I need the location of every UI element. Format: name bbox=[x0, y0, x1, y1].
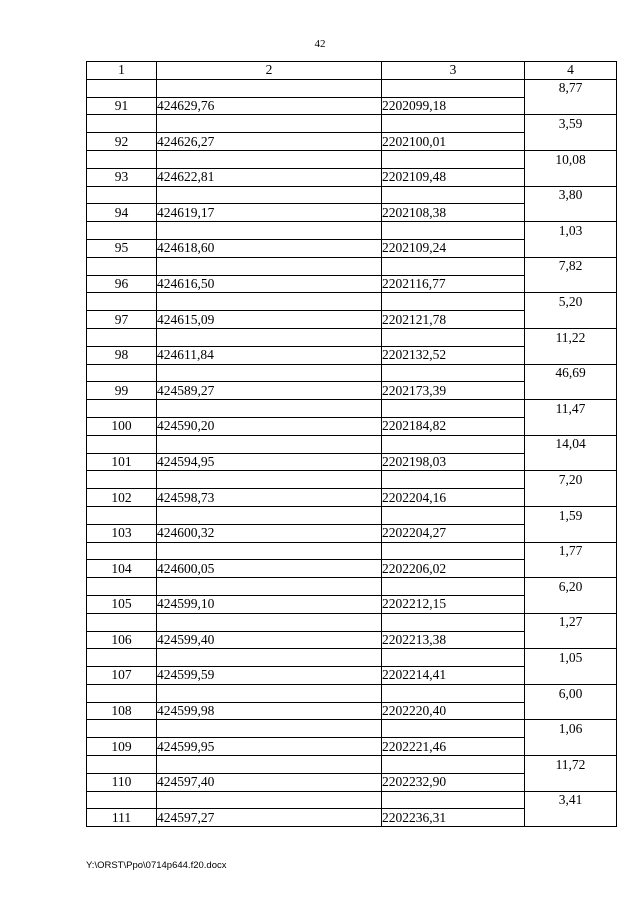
distance-row bbox=[87, 257, 617, 275]
y-coordinate-cell: 2202232,90 bbox=[382, 773, 525, 791]
x-coordinate-cell: 424611,84 bbox=[157, 346, 382, 364]
empty-cell bbox=[525, 97, 617, 115]
empty-cell bbox=[525, 133, 617, 151]
distance-row bbox=[87, 364, 617, 382]
empty-cell bbox=[157, 720, 382, 738]
point-number-cell: 93 bbox=[87, 168, 157, 186]
empty-cell bbox=[382, 257, 525, 275]
distance-row bbox=[87, 649, 617, 667]
empty-cell bbox=[382, 186, 525, 204]
empty-cell bbox=[157, 756, 382, 774]
distance-cell: 3,80 bbox=[525, 186, 617, 204]
point-number-cell: 109 bbox=[87, 738, 157, 756]
y-coordinate-cell: 2202236,31 bbox=[382, 809, 525, 827]
empty-cell bbox=[157, 115, 382, 133]
column-header-2: 2 bbox=[157, 62, 382, 80]
point-number-cell: 99 bbox=[87, 382, 157, 400]
empty-cell bbox=[382, 756, 525, 774]
empty-cell bbox=[525, 773, 617, 791]
distance-row bbox=[87, 791, 617, 809]
point-row bbox=[87, 239, 617, 257]
distance-row bbox=[87, 756, 617, 774]
coordinates-table bbox=[86, 61, 617, 827]
distance-row bbox=[87, 578, 617, 596]
empty-cell bbox=[382, 115, 525, 133]
x-coordinate-cell: 424600,05 bbox=[157, 560, 382, 578]
point-number-cell: 111 bbox=[87, 809, 157, 827]
x-coordinate-cell: 424599,10 bbox=[157, 595, 382, 613]
empty-cell bbox=[157, 364, 382, 382]
table-header-row bbox=[87, 62, 617, 80]
empty-cell bbox=[525, 560, 617, 578]
point-number-cell: 107 bbox=[87, 667, 157, 685]
empty-cell bbox=[157, 506, 382, 524]
empty-cell bbox=[87, 150, 157, 168]
empty-cell bbox=[87, 328, 157, 346]
distance-cell: 7,82 bbox=[525, 257, 617, 275]
empty-cell bbox=[157, 150, 382, 168]
x-coordinate-cell: 424597,40 bbox=[157, 773, 382, 791]
empty-cell bbox=[382, 400, 525, 418]
y-coordinate-cell: 2202206,02 bbox=[382, 560, 525, 578]
empty-cell bbox=[87, 720, 157, 738]
empty-cell bbox=[525, 631, 617, 649]
empty-cell bbox=[87, 506, 157, 524]
distance-row bbox=[87, 186, 617, 204]
distance-row bbox=[87, 471, 617, 489]
column-header-4: 4 bbox=[525, 62, 617, 80]
point-row bbox=[87, 417, 617, 435]
empty-cell bbox=[157, 186, 382, 204]
empty-cell bbox=[87, 400, 157, 418]
distance-cell: 10,08 bbox=[525, 150, 617, 168]
y-coordinate-cell: 2202220,40 bbox=[382, 702, 525, 720]
x-coordinate-cell: 424626,27 bbox=[157, 133, 382, 151]
empty-cell bbox=[525, 524, 617, 542]
distance-row bbox=[87, 506, 617, 524]
distance-cell: 3,41 bbox=[525, 791, 617, 809]
point-row bbox=[87, 168, 617, 186]
y-coordinate-cell: 2202109,48 bbox=[382, 168, 525, 186]
empty-cell bbox=[87, 649, 157, 667]
x-coordinate-cell: 424629,76 bbox=[157, 97, 382, 115]
empty-cell bbox=[382, 79, 525, 97]
point-row bbox=[87, 524, 617, 542]
distance-cell: 1,27 bbox=[525, 613, 617, 631]
distance-row bbox=[87, 435, 617, 453]
empty-cell bbox=[525, 453, 617, 471]
distance-cell: 11,47 bbox=[525, 400, 617, 418]
empty-cell bbox=[382, 506, 525, 524]
point-row bbox=[87, 204, 617, 222]
distance-row bbox=[87, 222, 617, 240]
empty-cell bbox=[87, 115, 157, 133]
empty-cell bbox=[157, 435, 382, 453]
y-coordinate-cell: 2202204,16 bbox=[382, 489, 525, 507]
x-coordinate-cell: 424599,95 bbox=[157, 738, 382, 756]
y-coordinate-cell: 2202109,24 bbox=[382, 239, 525, 257]
y-coordinate-cell: 2202204,27 bbox=[382, 524, 525, 542]
distance-row bbox=[87, 79, 617, 97]
point-row bbox=[87, 311, 617, 329]
empty-cell bbox=[157, 222, 382, 240]
empty-cell bbox=[382, 578, 525, 596]
empty-cell bbox=[157, 684, 382, 702]
empty-cell bbox=[525, 168, 617, 186]
empty-cell bbox=[87, 435, 157, 453]
y-coordinate-cell: 2202121,78 bbox=[382, 311, 525, 329]
empty-cell bbox=[87, 684, 157, 702]
empty-cell bbox=[87, 471, 157, 489]
empty-cell bbox=[87, 542, 157, 560]
distance-cell: 7,20 bbox=[525, 471, 617, 489]
point-row bbox=[87, 560, 617, 578]
point-row bbox=[87, 773, 617, 791]
point-row bbox=[87, 595, 617, 613]
empty-cell bbox=[87, 79, 157, 97]
point-row bbox=[87, 275, 617, 293]
empty-cell bbox=[525, 667, 617, 685]
point-number-cell: 98 bbox=[87, 346, 157, 364]
column-header-3: 3 bbox=[382, 62, 525, 80]
point-number-cell: 91 bbox=[87, 97, 157, 115]
y-coordinate-cell: 2202132,52 bbox=[382, 346, 525, 364]
column-header-1: 1 bbox=[87, 62, 157, 80]
x-coordinate-cell: 424599,98 bbox=[157, 702, 382, 720]
y-coordinate-cell: 2202184,82 bbox=[382, 417, 525, 435]
empty-cell bbox=[87, 613, 157, 631]
distance-row bbox=[87, 400, 617, 418]
y-coordinate-cell: 2202221,46 bbox=[382, 738, 525, 756]
point-row bbox=[87, 667, 617, 685]
empty-cell bbox=[525, 204, 617, 222]
point-number-cell: 104 bbox=[87, 560, 157, 578]
empty-cell bbox=[525, 239, 617, 257]
point-number-cell: 110 bbox=[87, 773, 157, 791]
distance-row bbox=[87, 150, 617, 168]
empty-cell bbox=[525, 382, 617, 400]
x-coordinate-cell: 424616,50 bbox=[157, 275, 382, 293]
point-number-cell: 106 bbox=[87, 631, 157, 649]
distance-cell: 8,77 bbox=[525, 79, 617, 97]
point-number-cell: 95 bbox=[87, 239, 157, 257]
point-row bbox=[87, 133, 617, 151]
empty-cell bbox=[157, 578, 382, 596]
distance-cell: 11,72 bbox=[525, 756, 617, 774]
point-row bbox=[87, 346, 617, 364]
empty-cell bbox=[525, 275, 617, 293]
empty-cell bbox=[382, 150, 525, 168]
point-number-cell: 101 bbox=[87, 453, 157, 471]
y-coordinate-cell: 2202099,18 bbox=[382, 97, 525, 115]
x-coordinate-cell: 424622,81 bbox=[157, 168, 382, 186]
empty-cell bbox=[157, 79, 382, 97]
distance-row bbox=[87, 328, 617, 346]
empty-cell bbox=[525, 489, 617, 507]
empty-cell bbox=[157, 257, 382, 275]
empty-cell bbox=[87, 257, 157, 275]
empty-cell bbox=[157, 613, 382, 631]
distance-row bbox=[87, 115, 617, 133]
y-coordinate-cell: 2202212,15 bbox=[382, 595, 525, 613]
x-coordinate-cell: 424598,73 bbox=[157, 489, 382, 507]
empty-cell bbox=[525, 346, 617, 364]
y-coordinate-cell: 2202108,38 bbox=[382, 204, 525, 222]
empty-cell bbox=[87, 364, 157, 382]
empty-cell bbox=[525, 595, 617, 613]
x-coordinate-cell: 424618,60 bbox=[157, 239, 382, 257]
y-coordinate-cell: 2202173,39 bbox=[382, 382, 525, 400]
x-coordinate-cell: 424599,40 bbox=[157, 631, 382, 649]
distance-cell: 1,77 bbox=[525, 542, 617, 560]
x-coordinate-cell: 424600,32 bbox=[157, 524, 382, 542]
point-number-cell: 100 bbox=[87, 417, 157, 435]
x-coordinate-cell: 424590,20 bbox=[157, 417, 382, 435]
point-number-cell: 94 bbox=[87, 204, 157, 222]
point-number-cell: 96 bbox=[87, 275, 157, 293]
table-body bbox=[87, 79, 617, 826]
empty-cell bbox=[87, 222, 157, 240]
empty-cell bbox=[382, 328, 525, 346]
empty-cell bbox=[87, 293, 157, 311]
empty-cell bbox=[157, 649, 382, 667]
x-coordinate-cell: 424597,27 bbox=[157, 809, 382, 827]
point-row bbox=[87, 702, 617, 720]
empty-cell bbox=[525, 311, 617, 329]
distance-row bbox=[87, 720, 617, 738]
distance-row bbox=[87, 542, 617, 560]
distance-cell: 11,22 bbox=[525, 328, 617, 346]
point-row bbox=[87, 631, 617, 649]
point-number-cell: 103 bbox=[87, 524, 157, 542]
x-coordinate-cell: 424619,17 bbox=[157, 204, 382, 222]
distance-cell: 1,05 bbox=[525, 649, 617, 667]
empty-cell bbox=[382, 542, 525, 560]
distance-cell: 6,00 bbox=[525, 684, 617, 702]
distance-row bbox=[87, 613, 617, 631]
empty-cell bbox=[382, 720, 525, 738]
point-row bbox=[87, 97, 617, 115]
empty-cell bbox=[87, 756, 157, 774]
empty-cell bbox=[157, 293, 382, 311]
point-number-cell: 97 bbox=[87, 311, 157, 329]
empty-cell bbox=[382, 222, 525, 240]
y-coordinate-cell: 2202214,41 bbox=[382, 667, 525, 685]
point-row bbox=[87, 738, 617, 756]
empty-cell bbox=[382, 364, 525, 382]
point-number-cell: 102 bbox=[87, 489, 157, 507]
distance-cell: 5,20 bbox=[525, 293, 617, 311]
point-row bbox=[87, 489, 617, 507]
empty-cell bbox=[87, 578, 157, 596]
x-coordinate-cell: 424615,09 bbox=[157, 311, 382, 329]
distance-cell: 6,20 bbox=[525, 578, 617, 596]
y-coordinate-cell: 2202100,01 bbox=[382, 133, 525, 151]
empty-cell bbox=[157, 471, 382, 489]
point-row bbox=[87, 453, 617, 471]
file-path-footer: Y:\ORST\Ppo\0714p644.f20.docx bbox=[86, 860, 227, 871]
distance-cell: 1,06 bbox=[525, 720, 617, 738]
empty-cell bbox=[382, 293, 525, 311]
empty-cell bbox=[157, 542, 382, 560]
distance-cell: 46,69 bbox=[525, 364, 617, 382]
empty-cell bbox=[382, 684, 525, 702]
empty-cell bbox=[382, 613, 525, 631]
empty-cell bbox=[525, 809, 617, 827]
point-number-cell: 108 bbox=[87, 702, 157, 720]
empty-cell bbox=[87, 186, 157, 204]
empty-cell bbox=[157, 328, 382, 346]
y-coordinate-cell: 2202213,38 bbox=[382, 631, 525, 649]
distance-cell: 3,59 bbox=[525, 115, 617, 133]
empty-cell bbox=[87, 791, 157, 809]
point-number-cell: 92 bbox=[87, 133, 157, 151]
empty-cell bbox=[525, 417, 617, 435]
empty-cell bbox=[382, 435, 525, 453]
empty-cell bbox=[382, 471, 525, 489]
point-number-cell: 105 bbox=[87, 595, 157, 613]
distance-cell: 14,04 bbox=[525, 435, 617, 453]
x-coordinate-cell: 424594,95 bbox=[157, 453, 382, 471]
empty-cell bbox=[525, 702, 617, 720]
empty-cell bbox=[382, 791, 525, 809]
x-coordinate-cell: 424589,27 bbox=[157, 382, 382, 400]
distance-cell: 1,59 bbox=[525, 506, 617, 524]
distance-row bbox=[87, 684, 617, 702]
empty-cell bbox=[157, 400, 382, 418]
point-row bbox=[87, 382, 617, 400]
distance-cell: 1,03 bbox=[525, 222, 617, 240]
x-coordinate-cell: 424599,59 bbox=[157, 667, 382, 685]
empty-cell bbox=[157, 791, 382, 809]
empty-cell bbox=[525, 738, 617, 756]
distance-row bbox=[87, 293, 617, 311]
y-coordinate-cell: 2202116,77 bbox=[382, 275, 525, 293]
page-number: 42 bbox=[314, 38, 326, 50]
empty-cell bbox=[382, 649, 525, 667]
point-row bbox=[87, 809, 617, 827]
y-coordinate-cell: 2202198,03 bbox=[382, 453, 525, 471]
